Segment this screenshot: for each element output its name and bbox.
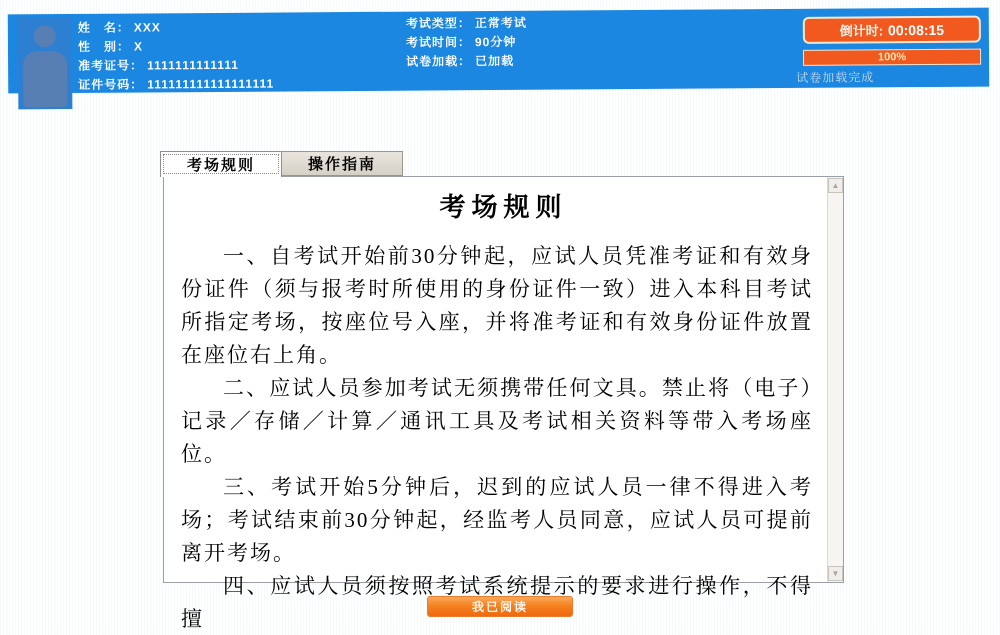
name-value: XXX <box>133 20 161 35</box>
user-avatar <box>18 17 73 109</box>
rule-paragraph-1: 一、自考试开始前30分钟起，应试人员凭准考证和有效身份证件（须与报考时所使用的身份证件一致）进入本科目考试所指定考场，按座位号入座，并将准考证和有效身份证件放置在座位右上角。 <box>181 244 813 367</box>
tab-operation-guide[interactable]: 操作指南 <box>282 151 403 176</box>
exam-duration-row <box>406 33 527 53</box>
candidate-gender-row <box>78 37 274 57</box>
tab-exam-room-rules[interactable]: 考场规则 <box>160 151 282 177</box>
rule-paragraph-4: 四、应试人员须按照考试系统提示的要求进行操作，不得擅 <box>181 574 813 631</box>
candidate-info <box>78 18 274 95</box>
exam-duration-label: 考试时间： <box>405 35 472 50</box>
paper-load-value: 已加载 <box>475 53 515 69</box>
exam-duration-value: 90分钟 <box>474 34 517 50</box>
paper-load-row <box>406 52 527 72</box>
i-have-read-button[interactable]: 我已阅读 <box>427 596 573 617</box>
countdown-timer <box>803 16 981 44</box>
id-number-row <box>78 75 274 95</box>
admission-number-row <box>78 56 274 76</box>
exam-type-value: 正常考试 <box>474 15 527 31</box>
gender-label: 性 别： <box>77 39 131 54</box>
header-banner <box>8 8 990 94</box>
countdown-value: 00:08:15 <box>887 21 945 38</box>
rules-title: 考场规则 <box>439 193 568 222</box>
gender-value: X <box>133 39 144 54</box>
rule-paragraph-2: 二、应试人员参加考试无须携带任何文具。禁止将（电子）记录／存储／计算／通讯工具及考试相关资料等带入考场座位。 <box>181 376 813 466</box>
admission-number-label: 准考证号： <box>78 58 144 73</box>
load-progress-percent: 100% <box>877 51 907 64</box>
id-number-label: 证件号码： <box>78 77 144 92</box>
user-avatar-icon-body <box>23 51 67 107</box>
exam-type-row <box>406 14 527 34</box>
user-avatar-icon <box>34 25 56 47</box>
load-status-text: 试卷加载完成 <box>796 70 875 85</box>
countdown-label: 倒计时: <box>839 23 884 39</box>
paper-load-label: 试卷加载： <box>406 54 472 69</box>
rules-text <box>164 224 843 635</box>
admission-number-value: 1111111111111 <box>147 57 239 73</box>
candidate-name-row <box>78 18 274 38</box>
exam-info <box>406 14 527 72</box>
name-label: 姓 名： <box>77 20 130 35</box>
load-progress-bar <box>803 49 981 66</box>
rules-tabs <box>160 151 403 177</box>
rule-paragraph-3: 三、考试开始5分钟后，迟到的应试人员一律不得进入考场；考试结束前30分钟起，经监考人员同意，应试人员可提前离开考场。 <box>181 475 813 565</box>
rules-scrollbar[interactable] <box>827 177 843 582</box>
scroll-up-icon[interactable]: ▲ <box>828 178 843 193</box>
scroll-down-icon[interactable]: ▼ <box>828 566 843 581</box>
id-number-value: 111111111111111111 <box>147 76 275 92</box>
exam-type-label: 考试类型： <box>405 16 471 31</box>
